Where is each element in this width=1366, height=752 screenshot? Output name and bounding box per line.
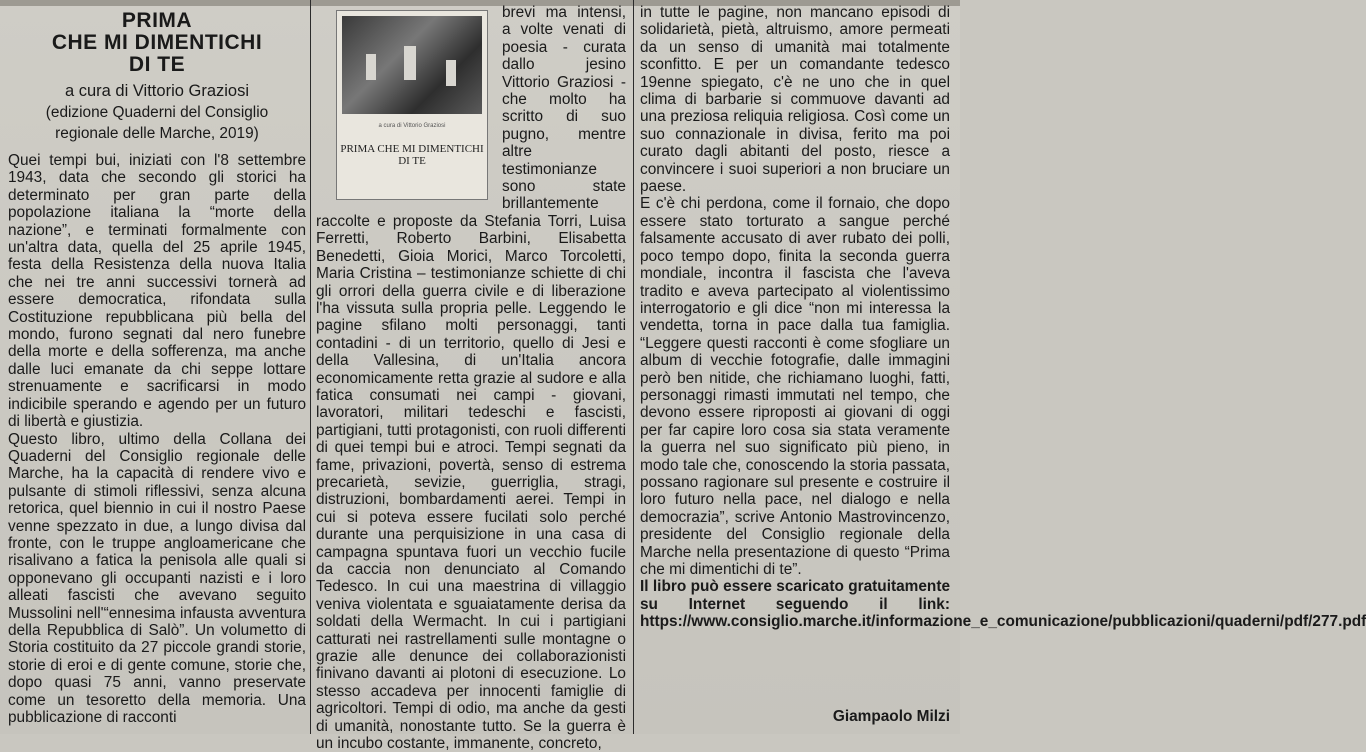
headline-line: CHE MI DIMENTICHI (51, 31, 263, 54)
paragraph: in tutte le pagine, non mancano episodi di solidarietà, pietà, altruismo, amore permeati da un senso di umanità mai totalmente sconfitto. E per un comandante tedesco 19enne spiegato, c'è ne uno che in quel clima di barbarie si commuove davanti ad una preziosa reliquia religiosa. Così come un suo connazionale in divisa, ferito ma poi curato dagli abitanti del posto, riesce a convincere i suoi superiori a non bruciare un paese. (640, 4, 950, 196)
paragraph: Questo libro, ultimo della Collana dei Quaderni del Consiglio regionale delle Marche, ha la capacità di rendere vivo e pulsante di stimoli riflessivi, senza alcuna retorica, quel biennio in cui il nostro Paese venne spezzato in due, a lungo divisa dal fronte, con le truppe angloamericane che risalivano a fatica la penisola alle quali si opponevano gli occupanti nazisti e i loro alleati fascisti che avevano seguito Mussolini nell'“ennesima infausta avventura della Repubblica di Salò”. Un volumetto di Storia costituito da 27 piccole grandi storie, storie di eroi e di gente comune, storie che, dopo quasi 75 anni, vanno preservate come un tesoretto della memoria. Una pubblicazione di racconti (8, 430, 306, 726)
headline-line: DI TE (128, 53, 186, 76)
headline-line: PRIMA (121, 9, 193, 32)
cover-curator: a cura di Vittorio Graziosi (378, 123, 446, 129)
edition-line: regionale delle Marche, 2019) (55, 125, 259, 142)
column-3 (640, 4, 1366, 631)
edition-line: (edizione Quaderni del Consiglio (45, 104, 269, 121)
book-cover-image (336, 10, 488, 200)
byline: a cura di Vittorio Graziosi (64, 82, 250, 100)
column-rule (310, 0, 311, 734)
column-1 (8, 4, 306, 726)
paragraph: Quei tempi bui, iniziati con l'8 settembre 1943, data che secondo gli storici ha determinato per gran parte della popolazione italiana la “morte della nazione”, e terminati formalmente con un'altra data, quella del 25 aprile 1945, festa della Resistenza della nuova Italia che nei tre anni successivi tornerà ad essere democratica, rifondata sulla Costituzione repubblicana più bella del mondo, furono segnati dal nero funebre della morte e della sofferenza, ma anche dalle luci emanate da chi seppe lottare strenuamente e sacrificarsi in modo indicibile sperando e agendo per un futuro di libertà e giustizia. (8, 152, 306, 431)
cover-title: PRIMA CHE MI DIMENTICHI DI TE (340, 143, 484, 167)
download-note: Il libro può essere scaricato gratuitamente su Internet seguendo il link: https://www.consiglio.marche.it/informazione_e_comunicazione/pubblicazioni/quaderni/pdf/277.pdf (640, 578, 1366, 631)
author-signature: Giampaolo Milzi (832, 708, 950, 725)
column-rule (633, 0, 634, 734)
article-headline (8, 10, 306, 76)
column-2 (316, 4, 626, 752)
paragraph: E c'è chi perdona, come il fornaio, che dopo essere stato torturato a sangue perché falsamente accusato di aver rubato dei polli, poco tempo dopo, finita la seconda guerra mondiale, incontra il fascista che l'aveva tradito e aveva partecipato al violentissimo interrogatorio e gli dice “non mi interessa la vendetta, torna in pace dalla tua famiglia. “Leggere questi racconti è come sfogliare un album di vecchie fotografie, dalle immagini però ben nitide, che richiamano luoghi, fatti, personaggi rimasti immutati nel tempo, che devono essere riproposti ai giovani di oggi per far capire loro cosa sia stata veramente la guerra nel suo significato più pieno, in modo tale che, conoscendo la storia passata, possano ragionare sul presente e costruire il loro futuro nella pace, nel dialogo e nella democrazia”, scrive Antonio Mastrovincenzo, presidente del Consiglio regionale della Marche nella presentazione di questo “Prima che mi dimentichi di te”. (640, 195, 950, 578)
cover-photo (342, 16, 482, 114)
paragraph: brevi ma intensi, a volte venati di poesia - curata dallo jesino Vittorio Graziosi - che molto ha scritto di suo pugno, mentre altre testimonianze sono state brillantemente raccolte e proposte da Stefania Torri, Luisa Ferretti, Roberto Barbini, Elisabetta Benedetti, Gioia Morici, Marco Torcoletti, Maria Cristina – testimonianze schiette di chi gli orrori della guerra civile e di liberazione l'ha vissuta sulla propria pelle. Leggendo le pagine sfilano molti personaggi, tanti contadini - di un territorio, quello di Jesi e della Vallesina, di un'Italia ancora economicamente retta grazie al sudore e alla fatica consumati nei campi - giovani, lavoratori, militari tedeschi e fascisti, partigiani, tutti protagonisti, con ruoli differenti di quei tempi bui e atroci. Tempi segnati da fame, privazioni, povertà, senso di estrema precarietà, sevizie, guerriglia, stragi, distruzioni, bombardamenti aerei. Tempi in cui si poteva essere fucilati solo perché durante una perquisizione in una casa di campagna spuntava fuori un vecchio fucile da caccia non denunciato al Comando Tedesco. In cui una maestrina di villaggio veniva violentata e sguaiatamente derisa da soldati della Wermacht. In cui i partigiani catturati nei rastrellamenti sulle montagne o grazie alle denunce dei collaborazionisti finivano davanti ai plotoni di esecuzione. Lo stesso accadeva per innocenti famiglie di agricoltori. Tempi di odio, ma anche da gesti di umanità, nonostante tutto. Se la guerra è un incubo costante, immanente, concreto, (316, 4, 626, 752)
